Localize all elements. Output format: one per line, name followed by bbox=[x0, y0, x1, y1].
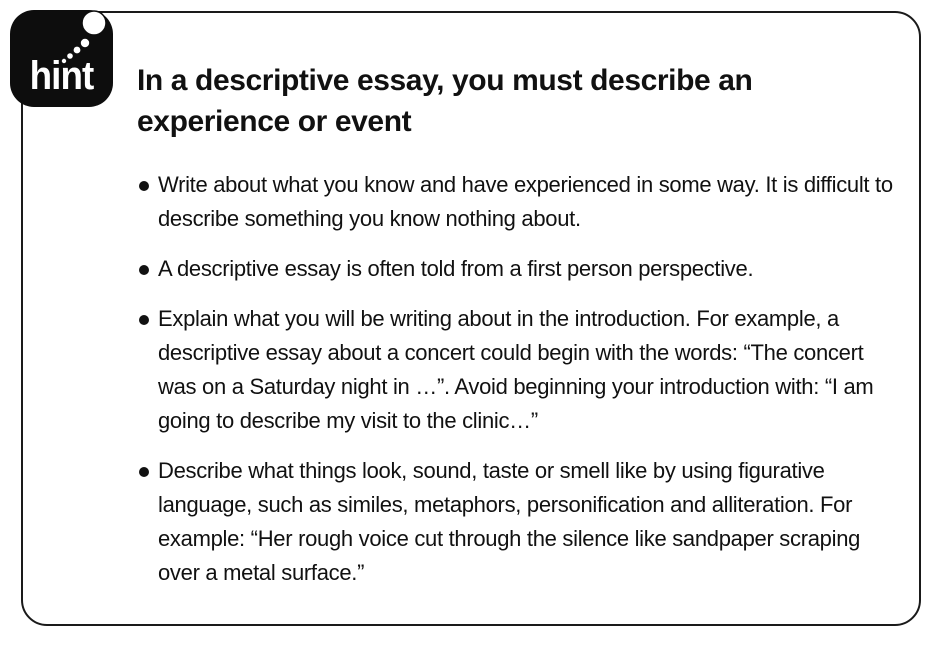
bullet-icon bbox=[139, 315, 149, 325]
list-item bbox=[136, 252, 896, 286]
hint-list bbox=[136, 168, 896, 606]
bullet-icon bbox=[139, 181, 149, 191]
list-item-text: Describe what things look, sound, taste or smell like by using figurative language, such as similes, metaphors, personification and alliteration. For example: “Her rough voice cut through the silence like sandpaper scraping over a metal surface.” bbox=[158, 458, 861, 585]
list-item-text: Write about what you know and have experienced in some way. It is difficult to describe something you know nothing about. bbox=[158, 172, 893, 231]
list-item-text: Explain what you will be writing about in the introduction. For example, a descriptive essay about a concert could begin with the words: “The concert was on a Saturday night in …”. Avoid beginning your introduction with: “I am going to describe my visit to the clinic…” bbox=[158, 306, 874, 433]
hint-label: hint bbox=[29, 54, 94, 98]
list-item bbox=[136, 302, 896, 438]
page-title: In a descriptive essay, you must describe an experience or event bbox=[137, 64, 753, 138]
bullet-icon bbox=[139, 265, 149, 275]
list-item-text: A descriptive essay is often told from a first person perspective. bbox=[158, 256, 754, 281]
bullet-icon bbox=[139, 467, 149, 477]
hint-badge bbox=[10, 10, 113, 107]
list-item bbox=[136, 454, 896, 590]
list-item bbox=[136, 168, 896, 236]
